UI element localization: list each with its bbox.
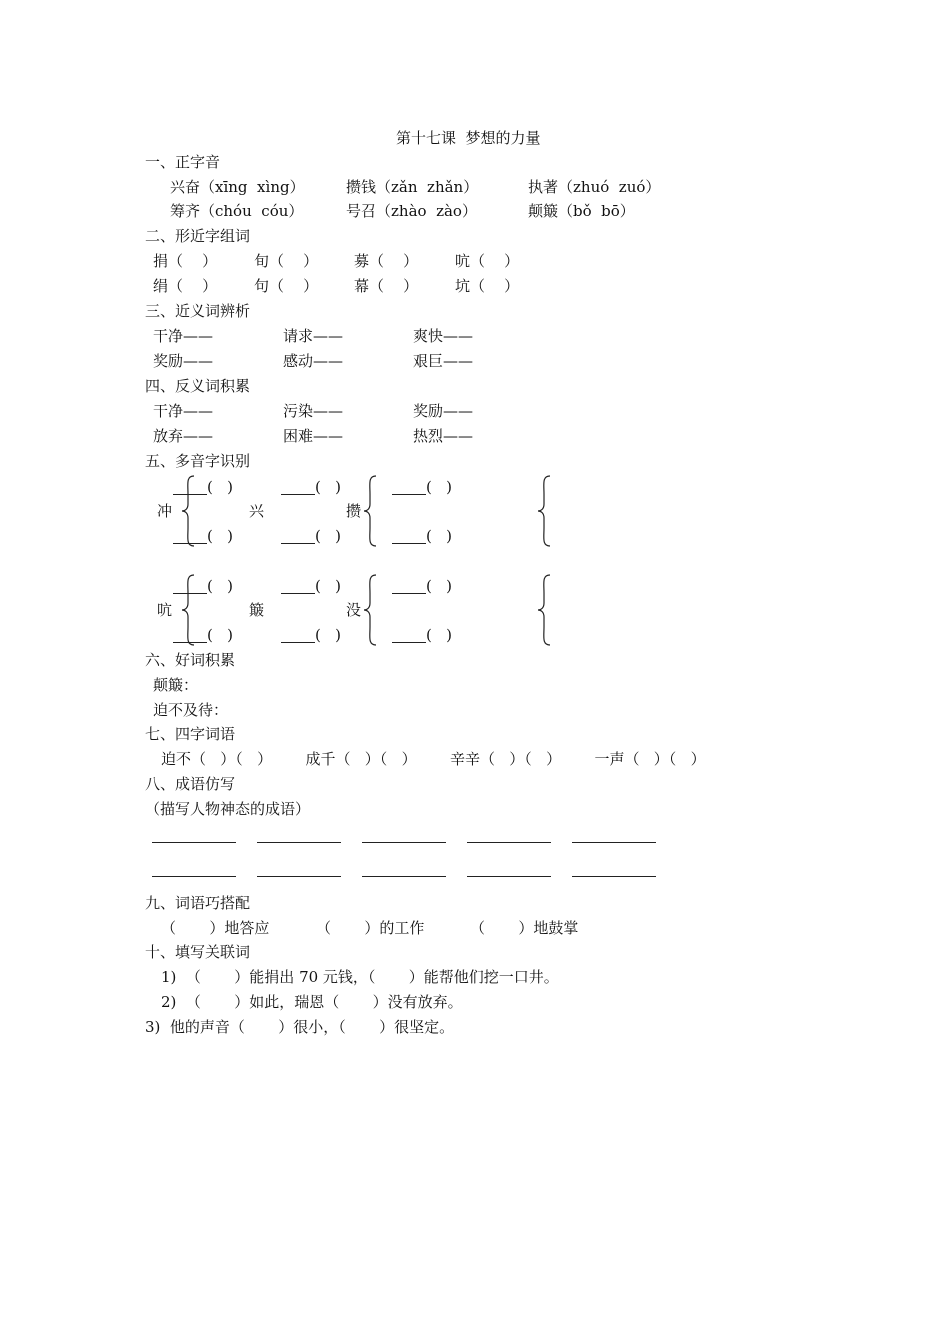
pinyin-item: 颠簸（bǒ bō） (528, 202, 635, 220)
answer-line (257, 842, 341, 843)
section-subtitle: （描写人物神态的成语） (145, 800, 311, 818)
answer-line (257, 876, 341, 877)
section-heading-3: 三、近义词辨析 (145, 302, 251, 320)
word-item: 爽快—— (413, 327, 474, 345)
word-item: 困难—— (283, 427, 344, 445)
left-brace-icon (536, 474, 556, 548)
pinyin-blank: ( ) (207, 478, 234, 496)
left-brace-icon (362, 474, 382, 548)
pinyin-blank: ( ) (426, 527, 453, 545)
answer-line (392, 593, 426, 594)
idiom-fill-line: 迫不（ ）（ ） 成千（ ）（ ） 辛辛（ ）（ ） 一声（ ）（ ） (161, 750, 706, 768)
sentence-item: 1) （ ）能捐出 70 元钱，（ ）能帮他们挖一口井。 (161, 968, 559, 986)
section-heading-6: 六、好词积累 (145, 651, 236, 669)
pinyin-blank: ( ) (315, 626, 342, 644)
polyphone-char: 攒 (346, 502, 362, 520)
word-item: 艰巨—— (413, 352, 474, 370)
word-item: 干净—— (153, 327, 214, 345)
polyphone-char: 兴 (249, 502, 265, 520)
word-item: 旬（ ） (254, 252, 319, 270)
word-item: 颠簸： (153, 676, 199, 694)
section-heading-7: 七、四字词语 (145, 725, 236, 743)
answer-line (392, 642, 426, 643)
pinyin-item: 执著（zhuó zuó） (528, 178, 661, 196)
pinyin-blank: ( ) (315, 577, 342, 595)
section-heading-4: 四、反义词积累 (145, 377, 251, 395)
answer-line (572, 842, 656, 843)
answer-line (152, 876, 236, 877)
word-item: 放弃—— (153, 427, 214, 445)
section-heading-1: 一、正字音 (145, 153, 221, 171)
pinyin-blank: ( ) (315, 527, 342, 545)
pinyin-blank: ( ) (426, 577, 453, 595)
answer-line (467, 876, 551, 877)
word-item: 吭（ ） (455, 252, 520, 270)
left-brace-icon (362, 573, 382, 647)
section-heading-8: 八、成语仿写 (145, 775, 236, 793)
polyphone-char: 没 (346, 601, 362, 619)
pinyin-item: 攒钱（zǎn zhǎn） (346, 178, 479, 196)
word-item: 奖励—— (413, 402, 474, 420)
section-heading-10: 十、填写关联词 (145, 943, 251, 961)
word-item: 募（ ） (354, 252, 419, 270)
word-item: 坑（ ） (455, 277, 520, 295)
answer-line (392, 543, 426, 544)
answer-line (281, 543, 315, 544)
word-item: 感动—— (283, 352, 344, 370)
word-item: 干净—— (153, 402, 214, 420)
section-heading-2: 二、形近字组词 (145, 227, 251, 245)
word-item: 奖励—— (153, 352, 214, 370)
word-item: 捐（ ） (153, 252, 218, 270)
pinyin-blank: ( ) (207, 577, 234, 595)
word-item: （ ）的工作 (316, 919, 425, 937)
section-heading-9: 九、词语巧搭配 (145, 894, 251, 912)
polyphone-char: 冲 (157, 502, 173, 520)
word-item: （ ）地答应 (161, 919, 270, 937)
left-brace-icon (180, 474, 200, 548)
word-item: 热烈—— (413, 427, 474, 445)
pinyin-blank: ( ) (426, 626, 453, 644)
word-item: 句（ ） (254, 277, 319, 295)
answer-line (572, 876, 656, 877)
word-item: 幕（ ） (354, 277, 419, 295)
answer-line (152, 842, 236, 843)
word-item: 请求—— (283, 327, 344, 345)
answer-line (281, 494, 315, 495)
answer-line (362, 842, 446, 843)
pinyin-item: 号召（zhào zào） (346, 202, 477, 220)
pinyin-blank: ( ) (315, 478, 342, 496)
page-title: 第十七课 梦想的力量 (396, 129, 541, 147)
left-brace-icon (180, 573, 200, 647)
answer-line (281, 642, 315, 643)
polyphone-char: 簸 (249, 601, 265, 619)
section-heading-5: 五、多音字识别 (145, 452, 251, 470)
answer-line (467, 842, 551, 843)
polyphone-char: 吭 (157, 601, 173, 619)
word-item: 污染—— (283, 402, 344, 420)
sentence-item: 2) （ ）如此，瑞恩（ ）没有放弃。 (161, 993, 463, 1011)
answer-line (362, 876, 446, 877)
pinyin-blank: ( ) (207, 527, 234, 545)
left-brace-icon (536, 573, 556, 647)
pinyin-item: 筹齐（chóu cóu） (170, 202, 304, 220)
pinyin-blank: ( ) (426, 478, 453, 496)
word-item: 绢（ ） (153, 277, 218, 295)
word-item: 迫不及待： (153, 701, 229, 719)
pinyin-blank: ( ) (207, 626, 234, 644)
word-item: （ ）地鼓掌 (470, 919, 579, 937)
sentence-item: 3) 他的声音（ ）很小，（ ）很坚定。 (145, 1018, 455, 1036)
answer-line (281, 593, 315, 594)
answer-line (392, 494, 426, 495)
pinyin-item: 兴奋（xīng xìng） (170, 178, 305, 196)
